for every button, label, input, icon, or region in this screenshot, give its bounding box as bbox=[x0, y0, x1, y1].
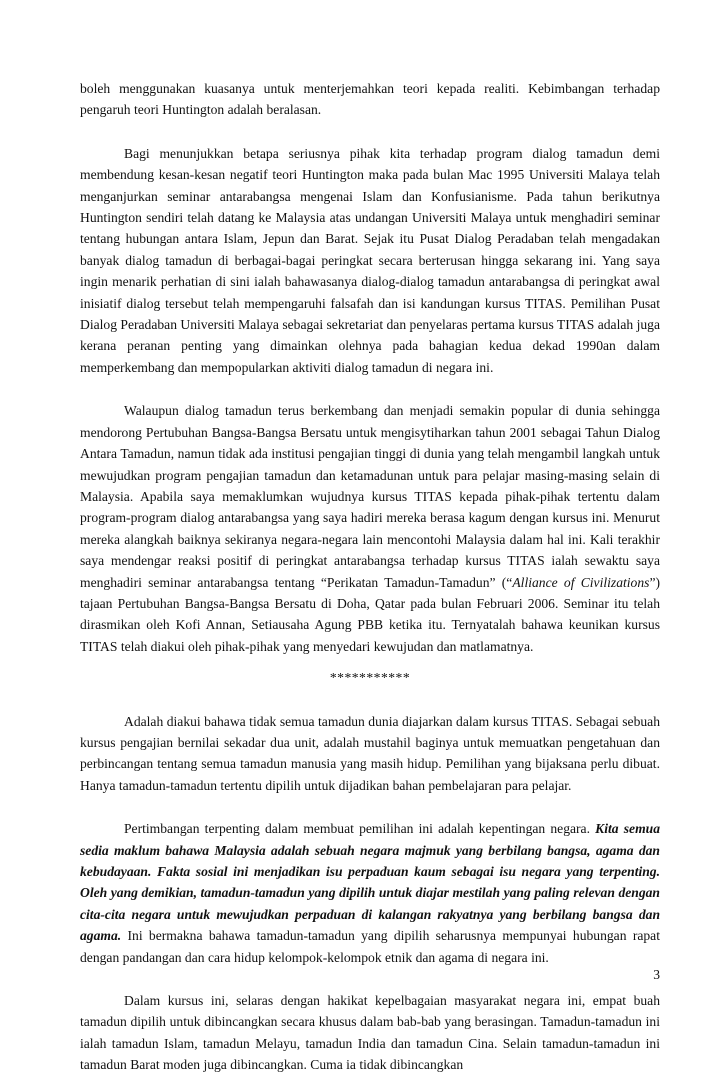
paragraph-5-text-b: Ini bermakna bahawa tamadun-tamadun yang dipilih seharusnya mempunyai hubungan rapat dengan pandangan dan cara hidup kelompok-kelompok etnik dan agama di negara ini. bbox=[80, 928, 660, 965]
document-page bbox=[80, 78, 660, 1076]
paragraph-5-emphasis: Kita semua sedia maklum bahawa Malaysia adalah sebuah negara majmuk yang berbilang bangsa, agama dan kebudayaan. Fakta sosial ini menjadikan isu perpaduan kaum sebagai isu negara yang terpenting. Oleh yang demikian, tamadun-tamadun yang dipilih untuk diajar mestilah yang paling relevan dengan cita-cita negara untuk mewujudkan perpaduan di kalangan rakyatnya yang berbilang bangsa dan agama. bbox=[80, 821, 660, 944]
paragraph-3-text-a: Walaupun dialog tamadun terus berkembang dan menjadi semakin popular di dunia sehingga mendorong Pertubuhan Bangsa-Bangsa Bersatu untuk mengisytiharkan tahun 2001 sebagai Tahun Dialog Antara Tamadun, namun tidak ada institusi pengajian tinggi di dunia yang telah mengambil langkah untuk mewujudkan program pengajian tamadun dan ketamadunan untuk para pelajar masing-masing selain di Malaysia. Apabila saya memaklumkan wujudnya kursus TITAS kepada pihak-pihak tertentu dalam program-program dialog antarabangsa yang saya hadiri mereka berasa kagum dengan kursus ini. Menurut mereka alangkah baiknya sekiranya negara-negara lain mencontohi Malaysia dalam hal ini. Kali terakhir saya mendengar reaksi positif di peringkat antarabangsa terhadap kursus TITAS ialah sewaktu saya menghadiri seminar antarabangsa tentang “Perikatan Tamadun-Tamadun” (“ bbox=[80, 403, 660, 590]
section-separator: *********** bbox=[329, 670, 411, 686]
paragraph-6: Dalam kursus ini, selaras dengan hakikat kepelbagaian masyarakat negara ini, empat buah tamadun dipilih untuk dibincangkan secara khusus dalam bab-bab yang berasingan. Tamadun-tamadun ini ialah tamadun Islam, tamadun Melayu, tamadun India dan tamadun Cina. Selain tamadun-tamadun ini tamadun Barat moden juga dibincangkan. Cuma ia tidak dibincangkan bbox=[80, 993, 660, 1073]
page-number: 3 bbox=[653, 967, 660, 982]
paragraph-3-italic: Alliance of Civilizations bbox=[512, 574, 650, 590]
paragraph-2: Bagi menunjukkan betapa seriusnya pihak kita terhadap program dialog tamadun demi membendung kesan-kesan negatif teori Huntington maka pada bulan Mac 1995 Universiti Malaya telah menganjurkan seminar antarabangsa mengenai Islam dan Konfusianisme. Pada tahun berikutnya Huntington sendiri telah datang ke Malaysia atas undangan Universiti Malaya untuk menghadiri seminar tentang hubungan antara Islam, Jepun dan Barat. Sejak itu Pusat Dialog Peradaban telah mengadakan banyak dialog tamadun di berbagai-bagai peringkat secara berterusan hingga sekarang ini. Yang saya ingin menarik perhatian di sini ialah bahawasanya dialog-dialog tamadun antarabangsa di peringkat awal inisiatif dialog tersebut telah mempengaruhi falsafah dan isi kandungan kursus TITAS. Pemilihan Pusat Dialog Peradaban Universiti Malaya sebagai sekretariat dan penyelaras pertama kursus TITAS adalah juga kerana peranan penting yang dimainkan olehnya pada bahagian kedua dekad 1990an dalam memperkembang dan mempopularkan aktiviti dialog tamadun di negara ini. bbox=[80, 145, 660, 375]
paragraph-1: boleh menggunakan kuasanya untuk menterjemahkan teori kepada realiti. Kebimbangan terhadap pengaruh teori Huntington adalah beralasan. bbox=[80, 81, 660, 118]
paragraph-3-text-b: ”) tajaan Pertubuhan Bangsa-Bangsa Bersatu di Doha, Qatar pada bulan Februari 2006. Seminar itu telah dirasmikan oleh Kofi Annan, Setiausaha Agung PBB ketika itu. Ternyatalah bahawa keunikan kursus TITAS telah diakui oleh pihak-pihak yang menyedari kewujudan dan matlamatnya. bbox=[80, 574, 660, 654]
paragraph-5-text-a: Pertimbangan terpenting dalam membuat pemilihan ini adalah kepentingan negara. bbox=[124, 821, 596, 837]
paragraph-5 bbox=[80, 818, 660, 968]
paragraph-4: Adalah diakui bahawa tidak semua tamadun dunia diajarkan dalam kursus TITAS. Sebagai sebuah kursus pengajian bernilai sekadar dua unit, adalah mustahil baginya untuk memuatkan pengetahuan dan perbincangan tentang semua tamadun manusia yang masih hidup. Pemilihan yang bijaksana perlu dibuat. Hanya tamadun-tamadun tertentu dipilih untuk dijadikan bahan pembelajaran para pelajar. bbox=[80, 713, 660, 793]
paragraph-3 bbox=[80, 400, 660, 657]
